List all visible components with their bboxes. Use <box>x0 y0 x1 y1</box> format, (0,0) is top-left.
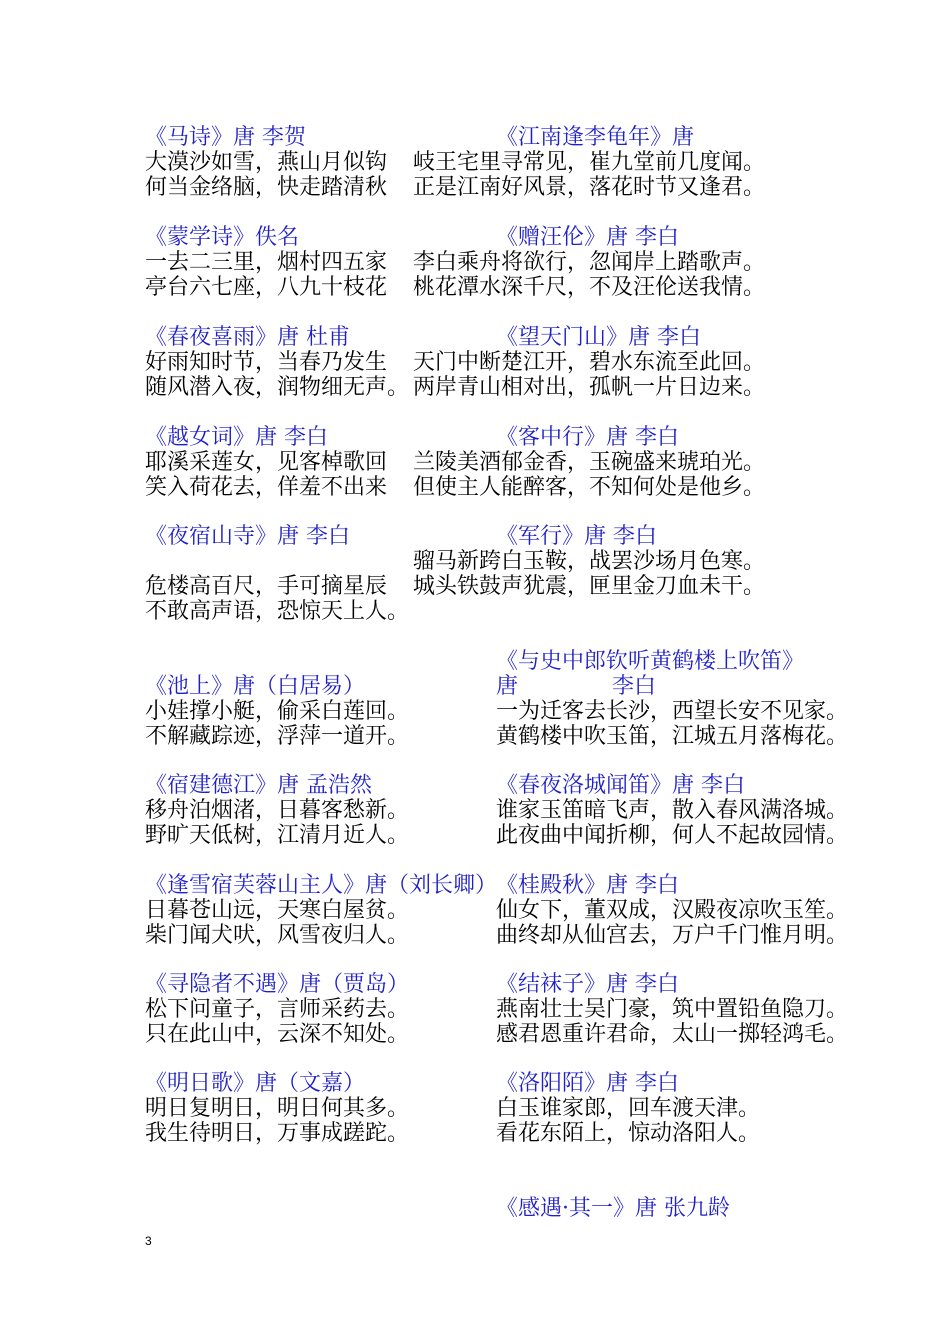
poem-title: 《春夜喜雨》唐 杜甫 <box>145 325 350 350</box>
poem-title: 《感遇·其一》唐 张九龄 <box>496 1196 730 1221</box>
poem-line: 曲终却从仙宫去，万户千门惟月明。 <box>496 923 849 948</box>
poem-line: 好雨知时节，当春乃发生 <box>145 350 388 375</box>
poem-line: 白玉谁家郎，回车渡天津。 <box>496 1096 761 1121</box>
poem-title: 《越女词》唐 李白 <box>145 425 328 450</box>
poem-line: 不敢高声语，恐惊天上人。 <box>145 599 410 624</box>
poem-dynasty: 唐 <box>496 674 519 699</box>
poem-title: 《寻隐者不遇》唐（贾岛） <box>145 972 410 997</box>
poem-line: 何当金络脑，快走踏清秋 <box>145 175 388 200</box>
poem-line: 骝马新跨白玉鞍，战罢沙场月色寒。 <box>413 549 766 574</box>
poem-line: 桃花潭水深千尺，不及汪伦送我情。 <box>413 275 766 300</box>
poem-line: 燕南壮士吴门豪，筑中置铅鱼隐刀。 <box>496 997 849 1022</box>
poem-title: 《结袜子》唐 李白 <box>496 972 679 997</box>
poem-title: 《逢雪宿芙蓉山主人》唐（刘长卿） <box>145 873 498 898</box>
poem-line: 谁家玉笛暗飞声，散入春风满洛城。 <box>496 798 849 823</box>
poem-line: 柴门闻犬吠，风雪夜归人。 <box>145 923 410 948</box>
poem-title: 《洛阳陌》唐 李白 <box>496 1071 679 1096</box>
poem-title: 《桂殿秋》唐 李白 <box>496 873 679 898</box>
poem-line: 一去二三里，烟村四五家 <box>145 250 388 275</box>
poem-line: 只在此山中，云深不知处。 <box>145 1022 410 1047</box>
poem-line: 李白乘舟将欲行，忽闻岸上踏歌声。 <box>413 250 766 275</box>
poem-line: 仙女下，董双成，汉殿夜凉吹玉笙。 <box>496 898 849 923</box>
poem-line: 小娃撑小艇，偷采白莲回。 <box>145 699 410 724</box>
poem-line: 我生待明日，万事成蹉跎。 <box>145 1121 410 1146</box>
poem-title: 《江南逢李龟年》唐 <box>496 125 695 150</box>
poem-line: 随风潜入夜，润物细无声。 <box>145 375 410 400</box>
page-number: 3 <box>145 1234 152 1248</box>
poem-line: 感君恩重许君命，太山一掷轻鸿毛。 <box>496 1022 849 1047</box>
poem-title: 《明日歌》唐（文嘉） <box>145 1071 366 1096</box>
poem-title: 《池上》唐（白居易） <box>145 674 366 699</box>
poem-title: 《夜宿山寺》唐 李白 <box>145 524 350 549</box>
poem-line: 岐王宅里寻常见，崔九堂前几度闻。 <box>413 150 766 175</box>
poem-title: 《望天门山》唐 李白 <box>496 325 701 350</box>
poem-title: 《春夜洛城闻笛》唐 李白 <box>496 773 745 798</box>
poem-line: 两岸青山相对出，孤帆一片日边来。 <box>413 375 766 400</box>
poem-title: 《赠汪伦》唐 李白 <box>496 225 679 250</box>
poem-title: 《马诗》唐 李贺 <box>145 125 306 150</box>
poem-line: 但使主人能醉客，不知何处是他乡。 <box>413 475 766 500</box>
poem-line: 亭台六七座，八九十枝花 <box>145 275 388 300</box>
poem-line: 此夜曲中闻折柳，何人不起故园情。 <box>496 823 849 848</box>
poem-line: 城头铁鼓声犹震，匣里金刀血未干。 <box>413 574 766 599</box>
poem-title: 《宿建德江》唐 孟浩然 <box>145 773 372 798</box>
poem-line: 野旷天低树，江清月近人。 <box>145 823 410 848</box>
poem-line: 大漠沙如雪，燕山月似钩 <box>145 150 388 175</box>
poem-title: 《客中行》唐 李白 <box>496 425 679 450</box>
poem-title: 《蒙学诗》佚名 <box>145 225 300 250</box>
poem-line: 看花东陌上，惊动洛阳人。 <box>496 1121 761 1146</box>
poem-line: 天门中断楚江开，碧水东流至此回。 <box>413 350 766 375</box>
poem-line: 耶溪采莲女，见客棹歌回 <box>145 450 388 475</box>
poem-line: 不解藏踪迹，浮萍一道开。 <box>145 724 410 749</box>
poem-line: 移舟泊烟渚，日暮客愁新。 <box>145 798 410 823</box>
poem-line: 一为迁客去长沙，西望长安不见家。 <box>496 699 849 724</box>
poem-line: 日暮苍山远，天寒白屋贫。 <box>145 898 410 923</box>
poem-title: 《与史中郎钦听黄鹤楼上吹笛》 <box>496 649 805 674</box>
poem-line: 明日复明日，明日何其多。 <box>145 1096 410 1121</box>
poem-line: 兰陵美酒郁金香，玉碗盛来琥珀光。 <box>413 450 766 475</box>
poem-title: 《军行》唐 李白 <box>496 524 657 549</box>
poem-line: 松下问童子，言师采药去。 <box>145 997 410 1022</box>
poem-line: 笑入荷花去，佯羞不出来 <box>145 475 388 500</box>
poem-line: 黄鹤楼中吹玉笛，江城五月落梅花。 <box>496 724 849 749</box>
poem-author: 李白 <box>612 674 657 699</box>
poem-line: 危楼高百尺，手可摘星辰 <box>145 574 388 599</box>
poem-line: 正是江南好风景，落花时节又逢君。 <box>413 175 766 200</box>
